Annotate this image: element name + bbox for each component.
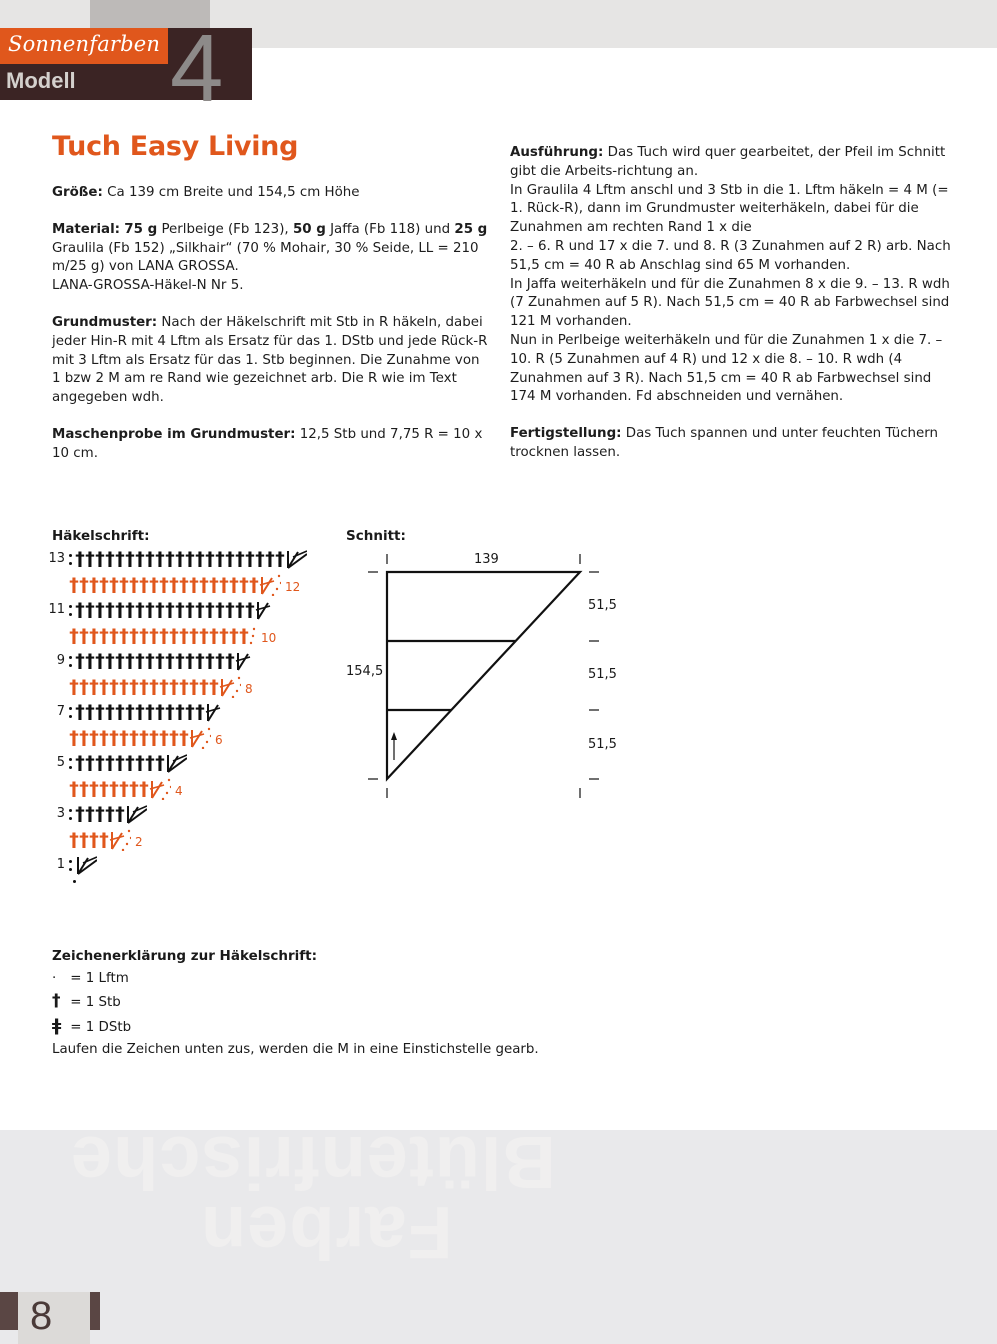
double-crochet-icon: †	[195, 701, 205, 723]
double-crochet-icon: †	[185, 650, 195, 672]
double-crochet-icon: †	[99, 828, 109, 851]
double-crochet-icon: †	[209, 624, 219, 647]
schematic	[346, 548, 626, 808]
material-label: Material:	[52, 221, 121, 237]
double-crochet-icon: †	[125, 752, 135, 774]
footer-band	[0, 1121, 997, 1344]
model-label: Modell	[6, 68, 76, 93]
right-column	[510, 144, 955, 481]
pattern-text: Nach der Häkelschrift mit Stb in R häkeln, dabei jeder Hin-R mit 4 Lftm als Ersatz für das 1. DStb und jede Rück-R mit 3 Lftm als Ersatz für das 1. Stb beginnen. Die Zunahme von 1 bzw 2 M am re Rand wie gezeichnet arb. Die R wie im Text angegeben wdh.	[52, 314, 488, 406]
double-crochet-icon: †	[129, 777, 139, 800]
double-crochet-icon: †	[205, 650, 215, 672]
double-crochet-icon: †	[149, 675, 159, 698]
double-crochet-icon: †	[129, 573, 139, 596]
double-crochet-icon: †	[95, 803, 105, 825]
page-number-inner	[18, 1292, 90, 1344]
schematic-heading: Schnitt:	[346, 528, 406, 544]
double-crochet-icon: †	[135, 548, 145, 570]
double-crochet-icon: †	[105, 803, 115, 825]
needle-text: LANA-GROSSA-Häkel-N Nr 5.	[52, 278, 244, 294]
legend-item-stb	[52, 990, 539, 1015]
chain-stitch-icon	[69, 602, 72, 621]
double-crochet-icon: †	[179, 675, 189, 698]
double-crochet-icon: †	[185, 599, 195, 621]
height-dimension: 154,5	[346, 664, 384, 679]
double-crochet-icon: †	[195, 650, 205, 672]
double-crochet-icon: †	[75, 803, 85, 825]
double-crochet-icon: †	[209, 675, 219, 698]
double-crochet-icon: †	[75, 599, 85, 621]
double-crochet-icon: †	[189, 573, 199, 596]
double-crochet-icon: †	[195, 599, 205, 621]
double-crochet-icon: †	[155, 548, 165, 570]
increase-icon	[259, 574, 281, 596]
double-crochet-icon: †	[135, 599, 145, 621]
chain-stitch-icon	[69, 755, 72, 774]
chain-stitch-icon	[69, 653, 72, 672]
chain-stitch-icon	[73, 880, 76, 883]
double-crochet-icon: †	[75, 548, 85, 570]
double-crochet-icon: †	[139, 777, 149, 800]
double-crochet-icon: †	[225, 548, 235, 570]
double-crochet-icon: †	[229, 624, 239, 647]
material-amount-1: 75 g	[124, 221, 158, 237]
double-crochet-icon: †	[89, 726, 99, 749]
fan-increase-icon	[125, 803, 147, 825]
double-crochet-icon: †	[225, 599, 235, 621]
execution-text: Das Tuch wird quer gearbeitet, der Pfeil im Schnitt gibt die Arbeits-richtung an.	[510, 145, 946, 179]
double-crochet-icon: †	[79, 675, 89, 698]
double-crochet-icon: †	[169, 675, 179, 698]
execution-step-2: 2. – 6. R und 17 x die 7. und 8. R (3 Zunahmen auf 2 R) arb. Nach 51,5 cm = 40 R ab Anschlag sind 65 M vorhanden.	[510, 238, 951, 273]
double-crochet-icon: †	[239, 573, 249, 596]
gauge-paragraph	[52, 426, 492, 464]
model-number: 4	[170, 15, 224, 122]
increase-icon	[255, 599, 277, 621]
execution-step-4: Nun in Perlbeige weiterhäkeln und für die Zunahmen 1 x die 7. – 10. R (5 Zunahmen auf 4 R) und 12 x die 8. – 10. R wdh (4 Zunahmen auf 3 R). Nach 51,5 cm = 40 R ab Farbwechsel sind 174 M vorhanden. Fd abschneiden und vernähen.	[510, 332, 943, 405]
increase-icon	[205, 701, 227, 723]
execution-step-1: In Graulila 4 Lftm anschl und 3 Stb in die 1. Lftm häkeln = 4 M (= 1. Rück-R), dann im Grundmuster weiterhäkeln, dabei für die Zunahmen am rechten Rand 1 x die	[510, 182, 949, 236]
double-crochet-icon: †	[105, 752, 115, 774]
finishing-text: Das Tuch spannen und unter feuchten Tüchern trocknen lassen.	[510, 426, 939, 460]
material-text-1: Perlbeige (Fb 123),	[157, 221, 293, 237]
double-crochet-icon: †	[89, 828, 99, 851]
fan-increase-icon	[75, 854, 97, 876]
up-arrow-icon	[391, 732, 397, 760]
double-crochet-icon: †	[85, 701, 95, 723]
double-crochet-icon: †	[115, 701, 125, 723]
double-crochet-icon: †	[115, 548, 125, 570]
double-crochet-icon: †	[125, 599, 135, 621]
series-title: Sonnenfarben	[8, 32, 161, 56]
double-crochet-icon: †	[135, 650, 145, 672]
row-number: 13	[48, 551, 65, 566]
double-crochet-icon: †	[205, 548, 215, 570]
legend	[52, 945, 539, 1062]
double-crochet-icon: †	[109, 675, 119, 698]
double-crochet-icon: †	[145, 650, 155, 672]
double-crochet-icon: †	[79, 828, 89, 851]
row-number: 2	[135, 834, 143, 849]
double-crochet-icon: †	[105, 650, 115, 672]
section-dimension-3: 51,5	[588, 737, 617, 752]
double-crochet-icon: †	[139, 624, 149, 647]
chain-stitch-icon	[69, 857, 72, 876]
chain-stitch-icon	[69, 806, 72, 825]
double-crochet-icon: †	[119, 624, 129, 647]
legend-item-dstb	[52, 1015, 539, 1040]
double-crochet-icon: †	[255, 548, 265, 570]
double-crochet-icon: †	[99, 675, 109, 698]
double-crochet-icon: †	[175, 548, 185, 570]
double-crochet-icon: †	[85, 650, 95, 672]
execution-step-3: In Jaffa weiterhäkeln und für die Zunahmen 8 x die 9. – 13. R wdh (7 Zunahmen auf 5 R). Nach 51,5 cm = 40 R ab Farbwechsel sind 121 M vorhanden.	[510, 276, 950, 330]
double-crochet-icon: †	[195, 548, 205, 570]
chain-stitch-icon	[69, 704, 72, 723]
row-number: 4	[175, 783, 183, 798]
page-number: 8	[30, 1294, 53, 1338]
double-crochet-icon: †	[199, 675, 209, 698]
double-crochet-icon: †	[89, 777, 99, 800]
double-crochet-icon: †	[145, 599, 155, 621]
double-crochet-icon: †	[159, 675, 169, 698]
double-crochet-icon: †	[149, 726, 159, 749]
double-crochet-icon: †	[165, 599, 175, 621]
gauge-label: Maschenprobe im Grundmuster:	[52, 426, 296, 442]
double-crochet-icon: †	[119, 777, 129, 800]
article-title: Tuch Easy Living	[52, 131, 299, 162]
material-amount-3: 25 g	[454, 221, 488, 237]
double-crochet-icon: †	[115, 599, 125, 621]
double-crochet-icon: †	[169, 573, 179, 596]
double-crochet-icon: †	[89, 675, 99, 698]
finishing-label: Fertigstellung:	[510, 426, 622, 442]
double-crochet-icon: †	[145, 701, 155, 723]
material-paragraph	[52, 221, 492, 296]
double-crochet-icon: †	[85, 599, 95, 621]
double-crochet-icon: †	[179, 573, 189, 596]
double-crochet-icon: †	[79, 573, 89, 596]
double-crochet-icon: †	[275, 548, 285, 570]
double-crochet-icon: †	[89, 624, 99, 647]
double-crochet-icon: †	[165, 650, 175, 672]
double-crochet-icon: †	[145, 752, 155, 774]
double-crochet-icon: †	[199, 624, 209, 647]
double-crochet-icon: †	[205, 599, 215, 621]
double-crochet-icon: †	[129, 726, 139, 749]
double-crochet-icon: †	[145, 548, 155, 570]
double-crochet-icon: †	[109, 573, 119, 596]
double-crochet-icon: †	[75, 752, 85, 774]
double-crochet-icon: †	[155, 701, 165, 723]
double-crochet-icon: †	[89, 573, 99, 596]
material-text-2: Jaffa (Fb 118) und	[325, 221, 455, 237]
double-crochet-icon: †	[219, 573, 229, 596]
ghost-text-line2: Farben	[200, 1191, 453, 1274]
double-crochet-icon: †	[175, 599, 185, 621]
double-crochet-icon: †	[149, 624, 159, 647]
double-crochet-icon: †	[245, 599, 255, 621]
treble-crochet-icon: ǂ	[52, 1015, 62, 1036]
double-crochet-icon: †	[125, 701, 135, 723]
double-crochet-icon: †	[209, 573, 219, 596]
double-crochet-icon: †	[169, 726, 179, 749]
width-dimension: 139	[474, 552, 499, 567]
double-crochet-icon: †	[215, 548, 225, 570]
double-crochet-icon: †	[135, 701, 145, 723]
crochet-chart-heading: Häkelschrift:	[52, 528, 150, 544]
double-crochet-icon: †	[229, 573, 239, 596]
chain-stitch-icon	[69, 551, 72, 570]
double-crochet-icon: †	[215, 599, 225, 621]
double-crochet-icon: †	[99, 573, 109, 596]
size-paragraph	[52, 184, 492, 203]
double-crochet-icon: †	[169, 624, 179, 647]
double-crochet-icon: †	[265, 548, 275, 570]
double-crochet-icon: †	[159, 624, 169, 647]
double-crochet-icon: †	[52, 991, 61, 1011]
double-crochet-icon: †	[235, 548, 245, 570]
double-crochet-icon: †	[99, 777, 109, 800]
execution-label: Ausführung:	[510, 145, 604, 160]
double-crochet-icon: †	[189, 675, 199, 698]
double-crochet-icon: †	[119, 726, 129, 749]
increase-icon	[109, 829, 131, 851]
double-crochet-icon: †	[199, 573, 209, 596]
increase-icon	[189, 727, 211, 749]
double-crochet-icon: †	[125, 650, 135, 672]
double-crochet-icon: †	[95, 650, 105, 672]
double-crochet-icon: †	[185, 701, 195, 723]
double-crochet-icon: †	[69, 777, 79, 800]
pattern-label: Grundmuster:	[52, 314, 158, 330]
size-text: Ca 139 cm Breite und 154,5 cm Höhe	[102, 185, 360, 200]
double-crochet-icon: †	[219, 624, 229, 647]
left-column	[52, 130, 492, 482]
double-crochet-icon: †	[105, 599, 115, 621]
double-crochet-icon: †	[149, 573, 159, 596]
double-crochet-icon: †	[69, 573, 79, 596]
double-crochet-icon: †	[109, 726, 119, 749]
row-number: 11	[48, 602, 65, 617]
double-crochet-icon: †	[239, 624, 249, 647]
double-crochet-icon: †	[175, 701, 185, 723]
legend-item-text: = 1 DStb	[70, 1019, 132, 1035]
double-crochet-icon: †	[69, 828, 79, 851]
legend-item-chain	[52, 968, 539, 991]
double-crochet-icon: †	[159, 573, 169, 596]
pattern-paragraph	[52, 314, 492, 408]
size-label: Größe:	[52, 185, 103, 200]
double-crochet-icon: †	[95, 599, 105, 621]
fan-increase-icon	[285, 548, 307, 570]
double-crochet-icon: †	[155, 599, 165, 621]
double-crochet-icon: †	[185, 548, 195, 570]
double-crochet-icon: †	[129, 624, 139, 647]
section-dimension-2: 51,5	[588, 667, 617, 682]
row-number: 8	[245, 681, 253, 696]
gauge-text: 12,5 Stb und 7,75 R = 10 x 10 cm.	[52, 426, 483, 461]
fan-increase-icon	[165, 752, 187, 774]
double-crochet-icon: †	[75, 650, 85, 672]
row-number: 10	[261, 630, 277, 645]
row-number: 9	[56, 653, 65, 668]
legend-item-text: = 1 Lftm	[70, 970, 129, 986]
double-crochet-icon: †	[139, 573, 149, 596]
legend-heading: Zeichenerklärung zur Häkelschrift:	[52, 948, 318, 964]
double-crochet-icon: †	[179, 726, 189, 749]
double-crochet-icon: †	[165, 548, 175, 570]
schematic-drawing	[346, 548, 626, 808]
double-crochet-icon: †	[245, 548, 255, 570]
increase-icon	[235, 650, 257, 672]
double-crochet-icon: †	[155, 752, 165, 774]
double-crochet-icon: †	[95, 548, 105, 570]
material-text-3: Graulila (Fb 152) „Silkhair“ (70 % Mohair, 30 % Seide, LL = 210 m/25 g) von LANA GROSSA.	[52, 240, 479, 275]
row-number: 6	[215, 732, 223, 747]
double-crochet-icon: †	[189, 624, 199, 647]
double-crochet-icon: †	[115, 803, 125, 825]
increase-icon	[149, 778, 171, 800]
double-crochet-icon: †	[79, 777, 89, 800]
double-crochet-icon: †	[95, 701, 105, 723]
material-amount-2: 50 g	[292, 221, 326, 237]
double-crochet-icon: †	[115, 752, 125, 774]
double-crochet-icon: †	[249, 573, 259, 596]
double-crochet-icon: †	[99, 624, 109, 647]
legend-item-text: = 1 Stb	[70, 995, 121, 1010]
double-crochet-icon: †	[179, 624, 189, 647]
double-crochet-icon: †	[139, 726, 149, 749]
double-crochet-icon: †	[99, 726, 109, 749]
row-number: 12	[285, 579, 301, 594]
increase-icon	[219, 676, 241, 698]
chain-stitch-icon: ·	[52, 970, 57, 986]
ghost-text-line1: Blütenfrische	[70, 1121, 556, 1204]
double-crochet-icon: †	[139, 675, 149, 698]
double-crochet-icon: †	[69, 624, 79, 647]
double-crochet-icon: †	[75, 701, 85, 723]
double-crochet-icon: †	[85, 752, 95, 774]
double-crochet-icon: †	[95, 752, 105, 774]
row-number: 1	[56, 857, 65, 872]
execution-intro	[510, 144, 955, 182]
double-crochet-icon: †	[125, 548, 135, 570]
double-crochet-icon: †	[225, 650, 235, 672]
double-crochet-icon: †	[119, 573, 129, 596]
double-crochet-icon: †	[105, 701, 115, 723]
finishing-paragraph	[510, 425, 955, 463]
double-crochet-icon: †	[175, 650, 185, 672]
double-crochet-icon: †	[155, 650, 165, 672]
double-crochet-icon: †	[109, 777, 119, 800]
double-crochet-icon: †	[79, 624, 89, 647]
double-crochet-icon: †	[109, 624, 119, 647]
double-crochet-icon: †	[119, 675, 129, 698]
double-crochet-icon: †	[85, 803, 95, 825]
double-crochet-icon: †	[165, 701, 175, 723]
double-crochet-icon: †	[235, 599, 245, 621]
double-crochet-icon: †	[69, 675, 79, 698]
double-crochet-icon: †	[135, 752, 145, 774]
double-crochet-icon: †	[69, 726, 79, 749]
double-crochet-icon: †	[105, 548, 115, 570]
crochet-chart	[45, 548, 335, 898]
double-crochet-icon: †	[215, 650, 225, 672]
double-crochet-icon: †	[85, 548, 95, 570]
row-number: 3	[56, 806, 65, 821]
double-crochet-icon: †	[129, 675, 139, 698]
row-number: 5	[56, 755, 65, 770]
double-crochet-icon: †	[79, 726, 89, 749]
double-crochet-icon: †	[159, 726, 169, 749]
section-dimension-1: 51,5	[588, 598, 617, 613]
legend-note: Laufen die Zeichen unten zus, werden die M in eine Einstichstelle gearb.	[52, 1042, 539, 1057]
double-crochet-icon: †	[115, 650, 125, 672]
row-number: 7	[56, 704, 65, 719]
